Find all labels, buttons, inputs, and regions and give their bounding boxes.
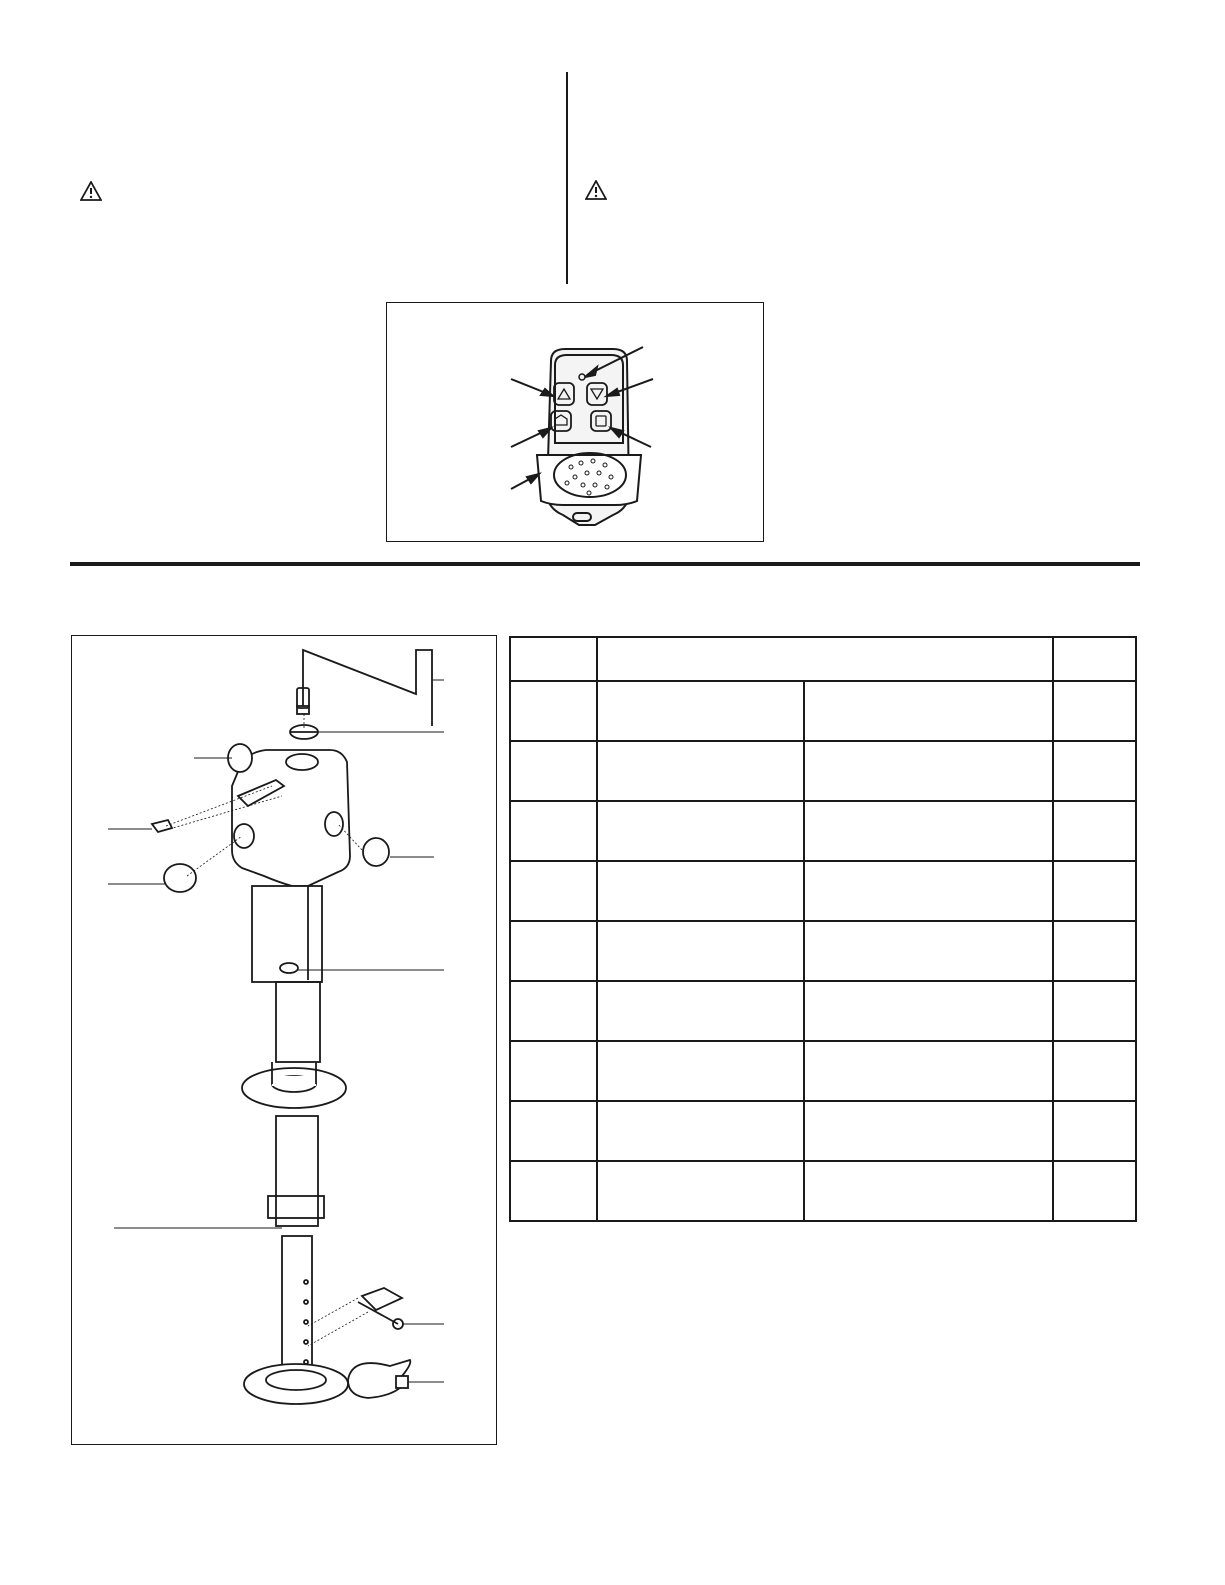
parts-table bbox=[509, 636, 1137, 1222]
table-cell bbox=[510, 981, 597, 1041]
table-cell bbox=[597, 1101, 804, 1161]
table-cell bbox=[1053, 921, 1136, 981]
table-cell bbox=[597, 1041, 804, 1101]
table-cell bbox=[804, 921, 1053, 981]
table-cell bbox=[597, 741, 804, 801]
table-row bbox=[510, 861, 1136, 921]
table-cell bbox=[597, 861, 804, 921]
table-cell bbox=[1053, 801, 1136, 861]
table-cell bbox=[804, 801, 1053, 861]
table-cell bbox=[510, 1041, 597, 1101]
header-cell-description bbox=[597, 637, 1053, 681]
remote-figure-frame bbox=[386, 302, 764, 542]
table-cell bbox=[804, 1161, 1053, 1221]
table-row bbox=[510, 801, 1136, 861]
parts-table-header bbox=[510, 637, 1136, 681]
remote-control-illustration bbox=[387, 303, 763, 541]
table-cell bbox=[1053, 741, 1136, 801]
table-row bbox=[510, 1041, 1136, 1101]
table-cell bbox=[804, 1101, 1053, 1161]
table-row bbox=[510, 981, 1136, 1041]
table-cell bbox=[597, 981, 804, 1041]
table-cell bbox=[1053, 1101, 1136, 1161]
table-cell bbox=[510, 861, 597, 921]
table-cell bbox=[510, 681, 597, 741]
table-cell bbox=[1053, 1041, 1136, 1101]
warning-triangle-icon bbox=[80, 181, 102, 201]
table-cell bbox=[510, 1161, 597, 1221]
table-row bbox=[510, 1161, 1136, 1221]
table-cell bbox=[804, 1041, 1053, 1101]
table-cell bbox=[1053, 861, 1136, 921]
table-cell bbox=[1053, 681, 1136, 741]
table-cell bbox=[597, 681, 804, 741]
motor-housing bbox=[232, 750, 350, 886]
column-divider bbox=[566, 72, 568, 284]
table-cell bbox=[510, 741, 597, 801]
warning-triangle-icon bbox=[585, 180, 607, 200]
table-cell bbox=[597, 801, 804, 861]
table-row bbox=[510, 741, 1136, 801]
table-cell bbox=[597, 1161, 804, 1221]
table-row bbox=[510, 921, 1136, 981]
table-cell bbox=[804, 981, 1053, 1041]
table-cell bbox=[510, 921, 597, 981]
table-cell bbox=[804, 741, 1053, 801]
table-cell bbox=[510, 801, 597, 861]
header-cell-qty bbox=[1053, 637, 1136, 681]
table-cell bbox=[804, 681, 1053, 741]
jack-exploded-view bbox=[72, 636, 496, 1444]
section-divider bbox=[70, 562, 1140, 566]
table-row bbox=[510, 1101, 1136, 1161]
table-cell bbox=[1053, 1161, 1136, 1221]
crank-handle bbox=[303, 650, 432, 726]
table-cell bbox=[804, 861, 1053, 921]
table-cell bbox=[510, 1101, 597, 1161]
table-row bbox=[510, 681, 1136, 741]
table-cell bbox=[597, 921, 804, 981]
parts-diagram-frame bbox=[71, 635, 497, 1445]
table-cell bbox=[1053, 981, 1136, 1041]
header-cell-key bbox=[510, 637, 597, 681]
